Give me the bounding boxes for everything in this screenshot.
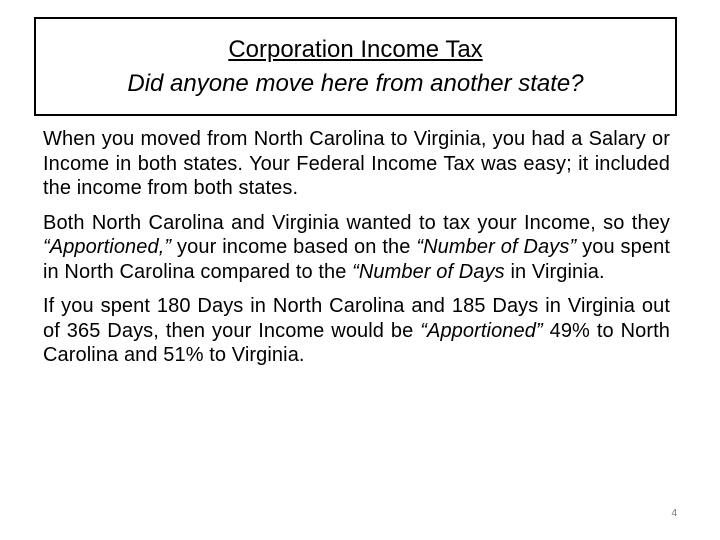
paragraph-text: Both North Carolina and Virginia wanted to tax your Income, so they xyxy=(43,211,670,234)
paragraph-apportionment xyxy=(43,211,670,285)
slide-title-box xyxy=(34,17,677,116)
paragraph-example xyxy=(43,294,670,368)
paragraph-text: When you moved from North Carolina to Virginia, you had a Salary or Income in both states. Your Federal Income Tax was easy; it included the income from both states. xyxy=(43,128,670,199)
slide-body xyxy=(43,127,670,378)
paragraph-text: you spent in North Carolina compared to the xyxy=(43,236,670,283)
emphasis-number-of-days: “Number of Days” xyxy=(416,236,577,258)
paragraph-text: your income based on the xyxy=(171,236,417,258)
emphasis-apportioned: “Apportioned” xyxy=(420,319,543,342)
emphasis-number-of-days: “Number of Days xyxy=(352,260,505,283)
paragraph-text: If you spent 180 Days in North Carolina and 185 Days in Virginia out of 365 Days, then your Income would be xyxy=(43,295,670,342)
page-number: 4 xyxy=(671,508,677,519)
slide-title: Corporation Income Tax xyxy=(228,36,483,63)
paragraph-text: 49% to North Carolina and 51% to Virginia. xyxy=(43,319,670,366)
paragraph-moving-states xyxy=(43,127,670,201)
emphasis-apportioned: “Apportioned,” xyxy=(43,236,172,258)
slide-subtitle: Did anyone move here from another state? xyxy=(127,70,584,97)
paragraph-text: in Virginia. xyxy=(504,260,605,283)
